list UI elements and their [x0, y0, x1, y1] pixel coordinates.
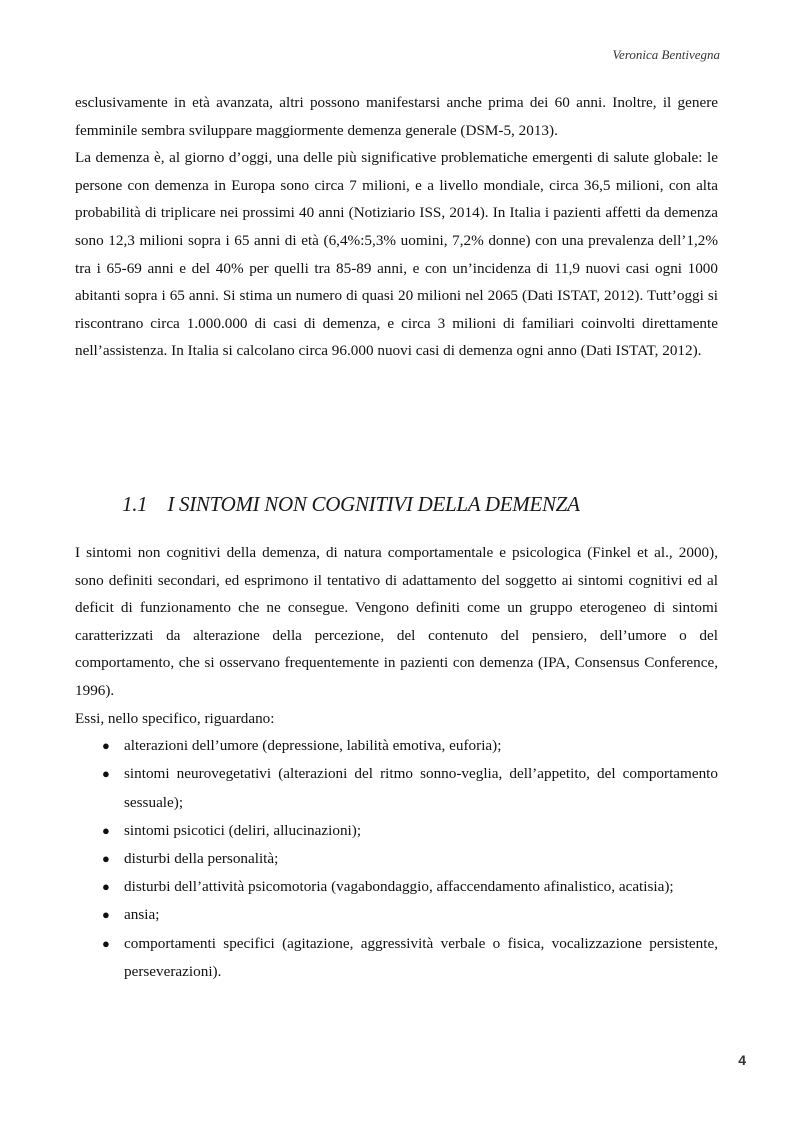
symptom-list — [75, 732, 718, 986]
list-item — [75, 873, 718, 901]
bullet-icon: ● — [102, 879, 110, 895]
intro-text — [75, 89, 718, 365]
bullet-icon: ● — [102, 766, 110, 782]
intro-paragraph-2: La demenza è, al giorno d’oggi, una delle più significative problematiche emergenti di salute globale: le persone con demenza in Europa sono circa 7 milioni, e a livello mondiale, circa 36,5 milioni, con alta probabilità di triplicare nei prossimi 40 anni (Notiziario ISS, 2014). In Italia i pazienti affetti da demenza sono 12,3 milioni sopra i 65 anni di età (6,4%:5,3% uomini, 7,2% donne) con una prevalenza dell’1,2% tra i 65-69 anni e del 40% per quelli tra 85-89 anni, e con un’incidenza di 11,9 nuovi casi ogni 1000 abitanti sopra i 65 anni. Si stima un numero di quasi 20 milioni nel 2065 (Dati ISTAT, 2012). Tutt’oggi si riscontrano circa 1.000.000 di casi di demenza, e circa 3 milioni di familiari coinvolti direttamente nell’assistenza. In Italia si calcolano circa 96.000 nuovi casi di demenza ogni anno (Dati ISTAT, 2012). — [75, 149, 718, 360]
bullet-icon: ● — [102, 935, 110, 951]
list-item — [75, 760, 718, 816]
list-item-text: sintomi neurovegetativi (alterazioni del ritmo sonno-veglia, dell’appetito, del comportamento sessuale); — [124, 765, 718, 811]
list-item — [75, 817, 718, 845]
list-item — [75, 732, 718, 760]
section-paragraph-1: I sintomi non cognitivi della demenza, di natura comportamentale e psicologica (Finkel et al., 2000), sono definiti secondari, ed esprimono il tentativo di adattamento del soggetto ai sintomi cognitivi ed al deficit di funzionamento che ne consegue. Vengono definiti come un gruppo eterogeneo di sintomi caratterizzati da alterazione della percezione, del contenuto del pensiero, dell’umore o del comportamento, che si osservano frequentemente in pazienti con demenza (IPA, Consensus Conference, 1996). — [75, 544, 718, 699]
section-paragraph-2: Essi, nello specifico, riguardano: — [75, 709, 275, 727]
running-header-author: Veronica Bentivegna — [612, 47, 720, 62]
section-body — [75, 539, 718, 986]
list-item-text: sintomi psicotici (deliri, allucinazioni); — [124, 821, 362, 839]
list-item-text: disturbi dell’attività psicomotoria (vagabondaggio, affaccendamento afinalistico, acatisia); — [124, 878, 674, 896]
list-item-text: ansia; — [124, 906, 160, 924]
bullet-icon: ● — [102, 907, 110, 923]
list-item — [75, 930, 718, 986]
list-item-text: disturbi della personalità; — [124, 849, 279, 867]
intro-paragraph-1: esclusivamente in età avanzata, altri possono manifestarsi anche prima dei 60 anni. Inoltre, il genere femminile sembra sviluppare maggiormente demenza generale (DSM-5, 2013). — [75, 94, 718, 139]
section-title: I SINTOMI NON COGNITIVI DELLA DEMENZA — [167, 492, 580, 516]
section-heading — [122, 492, 580, 517]
bullet-icon: ● — [102, 822, 110, 838]
page-number: 4 — [738, 1052, 746, 1068]
list-item — [75, 845, 718, 873]
bullet-icon: ● — [102, 738, 110, 754]
bullet-icon: ● — [102, 850, 110, 866]
list-item — [75, 901, 718, 929]
list-item-text: alterazioni dell’umore (depressione, labilità emotiva, euforia); — [124, 737, 502, 755]
list-item-text: comportamenti specifici (agitazione, aggressività verbale o fisica, vocalizzazione persistente, perseverazioni). — [124, 934, 718, 980]
section-number: 1.1 — [122, 492, 148, 516]
